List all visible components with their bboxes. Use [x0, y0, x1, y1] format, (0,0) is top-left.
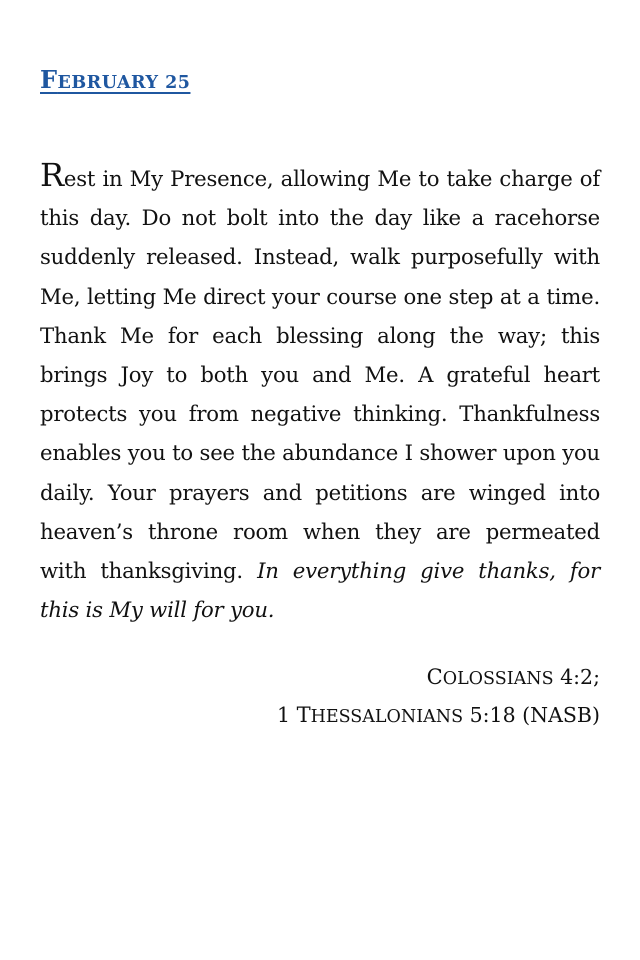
reference-book-1-rest: OLOSSIANS: [442, 669, 554, 690]
date-heading-initial: F: [40, 65, 58, 94]
reference-book-2-rest: HESSALONIANS: [310, 707, 464, 728]
devotional-paragraph: [40, 156, 601, 629]
devotional-text: est in My Presence, allowing Me to take charge of this day. Do not bolt into the day like a racehorse suddenly released. Instead, walk purposefully with Me, letting Me direct your course one step at a time. Thank Me for each blessing along the way; this brings Joy to both you and Me. A grateful heart protects you from negative thinking. Thankfulness enables you to see the abundance I shower upon you daily. Your prayers and petitions are winged into heaven’s throne room when they are permeated with thanksgiving.: [40, 166, 600, 584]
reference-book-2-number: 1: [276, 703, 291, 728]
date-heading-link[interactable]: [40, 62, 190, 101]
drop-cap-letter: R: [40, 156, 64, 194]
reference-verse-2: 5:18 (NASB): [469, 703, 600, 728]
date-heading-rest: EBRUARY 25: [57, 73, 191, 93]
reference-book-1-initial: C: [426, 665, 443, 690]
reference-verse-1: 4:2;: [560, 665, 600, 690]
devotional-page: [40, 62, 600, 735]
reference-line-1: [40, 659, 600, 697]
reference-book-2-initial: T: [296, 703, 311, 728]
scripture-reference: [40, 659, 600, 735]
scripture-quote: In everything give thanks, for this is My will for you.: [40, 558, 601, 623]
reference-line-2: [40, 697, 600, 735]
